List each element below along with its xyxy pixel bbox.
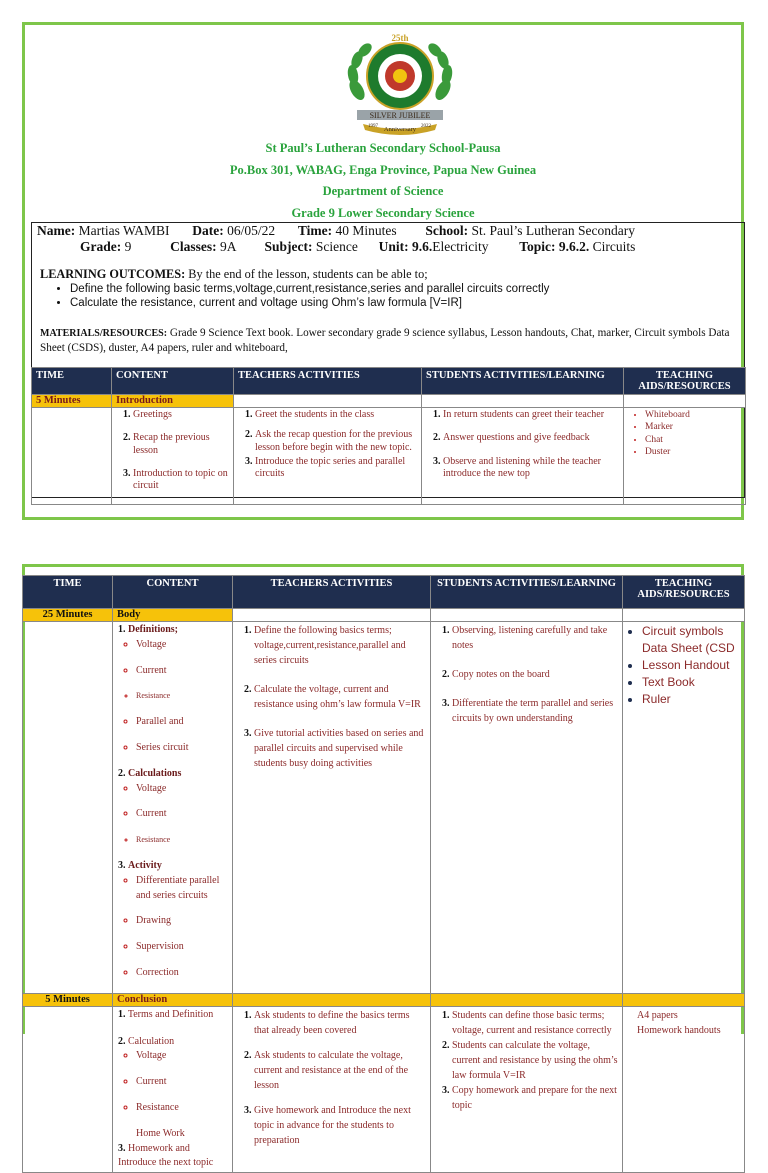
table-row: 1. Definitions; ◦ Voltage ◦ Current ◦ Resistance ◦ Parallel and ◦ Series circuit 2. Calculations ◦ Voltage ◦ Current ◦ Resistance 3. Activity ◦ Differentiate parallel and series circuits ◦ Drawing ◦ Supervision ◦ Correction 1. Define the following basics terms; voltage,current,resistance,parallel and series circuits 2. Calculate the voltage, current and resistance using ohm’s law formula V=IR 3. Give tutorial activities based on series and parallel circuits and supervised while students busy doing activities 1. Observing, listening carefully and take notes 2. Copy notes on the board 3. Differentiate the term parallel and series circuits by own understanding • Circuit symbols Data Sheet (CSD • Lesson Handout • Text Book • Ruler [23,622,745,994]
list-item: • Text Book [642,674,741,691]
list-item: 3. Differentiate the term parallel and series circuits by own understanding [452,696,619,726]
subject-value: Science [315,239,358,254]
list-item: ◦ Supervision [136,940,229,955]
list-item: • Whiteboard [645,409,742,421]
section-time: 5 Minutes [32,395,112,408]
list-item: ◦ Correction [136,966,229,981]
table-header-row [32,368,746,395]
lesson-info-box [31,222,745,498]
list-item: ◦ Current [136,664,229,679]
list-item: 2. Students can calculate the voltage, current and resistance by using the ohm’s law formula V=IR [452,1038,619,1083]
name-value: Martias WAMBI [78,223,170,238]
list-item: 1. Define the following basics terms; voltage,current,resistance,parallel and series circuits [254,623,427,668]
outcome-item: • Define the following basic terms,voltage,current,resistance,series and parallel circuits correctly [70,282,549,296]
subject-label: Subject: [264,239,313,254]
department: Department of Science [322,184,444,198]
list-item: • Circuit symbols Data Sheet (CSD [642,623,741,657]
unit-label: Unit: 9.6. [378,239,433,254]
section-time: 25 Minutes [23,609,113,622]
materials-resources [40,326,740,355]
classes-label: Classes: [170,239,217,254]
name-label: Name: [37,223,76,238]
table-row [32,408,746,505]
school-name: St Paul’s Lutheran Secondary School-Pausa [265,141,501,155]
list-item: • Lesson Handout [642,657,741,674]
list-item: Terms and Definition [127,1008,214,1020]
school-address: Po.Box 301, WABAG, Enga Province, Papua New Guinea [229,163,537,177]
table-header-row [23,576,745,609]
outcome-item: • Calculate the resistance, current and voltage using Ohm’s law formula [V=IR] [70,296,549,310]
section-name: Introduction [112,395,234,408]
date-value: 06/05/22 [227,223,276,238]
materials-text: Grade 9 Science Text book. Lower secondary grade 9 science syllabus, Lesson handouts, Chat, marker, Circuit symbols Data Sheet (CSDS), duster, A4 papers, ruler and whiteboard, [40,327,730,354]
list-item: • Duster [645,446,742,458]
school-value: St. Paul’s Lutheran Secondary [471,223,635,238]
materials-label: MATERIALS/RESOURCES: [40,328,168,339]
header-aids: TEACHING AIDS/RESOURCES [623,576,745,609]
university-logo [335,30,465,138]
header-aids: TEACHING AIDS/RESOURCES [624,368,746,395]
list-item: 2. Ask the recap question for the previous lesson before begin with the new topic. [255,429,418,454]
outcomes-label: LEARNING OUTCOMES: [40,267,186,281]
list-item: 1. Greet the students in the class [255,409,418,421]
list-item: A4 papers [637,1009,678,1021]
section-row-conclusion [23,993,745,1006]
list-item: • Marker [645,421,742,433]
table-row: 1. Terms and Definition 2. Calculation ◦ Voltage ◦ Current ◦ Resistance Home Work 3. Homework and Introduce the next topic 1. Ask students to define the basics terms that already been covered 2. Ask students to calculate the voltage, current and resistance at the end of the lesson 3. Give homework and Introduce the next topic in advance for the students to preparation 1. Students can define those basic terms; voltage, current and resistance correctly 2. Students can calculate the voltage, current and resistance by using the ohm’s law formula V=IR 3. Copy homework and prepare for the next topic A4 papers Homework handouts [23,1006,745,1172]
list-item: 2. Recap the previous lesson [133,432,230,457]
list-item: Homework handouts [637,1024,721,1036]
info-row-2 [80,239,635,255]
calculations-heading: Calculations [128,767,182,779]
list-item: ◦ Series circuit [136,741,229,756]
unit-value: Electricity [432,239,489,254]
list-item: 1. Ask students to define the basics terms that already been covered [254,1008,427,1038]
header-teachers: TEACHERS ACTIVITIES [233,576,431,609]
body-lesson-table [22,575,745,1173]
header-time: TIME [32,368,112,395]
list-item: 3. Observe and listening while the teacher introduce the new top [443,456,620,481]
list-item: 3. Copy homework and prepare for the next topic [452,1083,619,1113]
section-name: Conclusion [113,993,233,1006]
list-item: ◦ Resistance [136,689,229,704]
header-students: STUDENTS ACTIVITIES/LEARNING [422,368,624,395]
list-item: 3. Give homework and Introduce the next topic in advance for the students to preparation [254,1103,427,1148]
header-teachers: TEACHERS ACTIVITIES [234,368,422,395]
list-item: 3. Introduce the topic series and parallel circuits [255,456,418,481]
topic-label: Topic: 9.6.2. [519,239,590,254]
logo-year-right: 2022 [421,124,431,129]
definitions-heading: Definitions; [128,624,178,635]
list-item: ◦ Voltage [136,782,229,797]
activity-heading: Activity [128,859,162,871]
logo-25th: 25th [391,33,409,43]
list-item: ◦ Current [136,1075,229,1090]
list-item: 3. Introduction to topic on circuit [133,468,230,493]
header-time: TIME [23,576,113,609]
list-item: 3. Give tutorial activities based on series and parallel circuits and supervised while students busy doing activities [254,726,427,771]
school-label: School: [425,223,469,238]
classes-value: 9A [220,239,236,254]
section-time: 5 Minutes [23,993,113,1006]
list-item: ◦ Resistance [136,833,229,848]
list-item: 2. Copy notes on the board [452,667,619,682]
list-item: Homework and Introduce the next topic [118,1142,214,1169]
logo-banner: SILVER JUBILEE [369,111,431,120]
homework-label: Home Work [136,1127,185,1139]
grade-label: Grade: [80,239,122,254]
logo-year-left: 1997 [368,124,378,129]
topic-value: Circuits [592,239,636,254]
list-item: 1. Greetings [133,409,230,421]
list-item: • Chat [645,434,742,446]
header-students: STUDENTS ACTIVITIES/LEARNING [431,576,623,609]
learning-outcomes [40,267,549,310]
logo-anniversary: Anniversary [383,126,417,133]
list-item: ◦ Resistance [136,1101,229,1116]
intro-lesson-table [31,367,746,505]
list-item: ◦ Differentiate parallel and series circuits [136,874,229,904]
list-item: 1. Observing, listening carefully and take notes [452,623,619,653]
section-row-introduction [32,395,746,408]
list-item: ◦ Current [136,807,229,822]
list-item: ◦ Drawing [136,914,229,929]
grade-value: 9 [124,239,132,254]
list-item: Calculation [128,1035,175,1047]
list-item: 2. Calculate the voltage, current and resistance using ohm’s law formula V=IR [254,682,427,712]
list-item: 1. Students can define those basic terms; voltage, current and resistance correctly [452,1008,619,1038]
grade-heading: Grade 9 Lower Secondary Science [291,206,475,220]
list-item: 2. Ask students to calculate the voltage, current and resistance at the end of the lesson [254,1048,427,1093]
header-content: CONTENT [112,368,234,395]
outcomes-intro: By the end of the lesson, students can be able to; [188,267,428,281]
time-value: 40 Minutes [335,223,397,238]
section-name: Body [113,609,233,622]
header-content: CONTENT [113,576,233,609]
section-row-body [23,609,745,622]
list-item: ◦ Voltage [136,638,229,653]
info-row-1 [37,223,635,239]
list-item: ◦ Parallel and [136,715,229,730]
page-1 [22,22,744,520]
page-2 [22,564,744,1169]
list-item: ◦ Voltage [136,1049,229,1064]
list-item: 2. Answer questions and give feedback [443,432,620,444]
time-label: Time: [297,223,333,238]
date-label: Date: [192,223,224,238]
list-item: • Ruler [642,691,741,708]
list-item: 1. In return students can greet their teacher [443,409,620,421]
